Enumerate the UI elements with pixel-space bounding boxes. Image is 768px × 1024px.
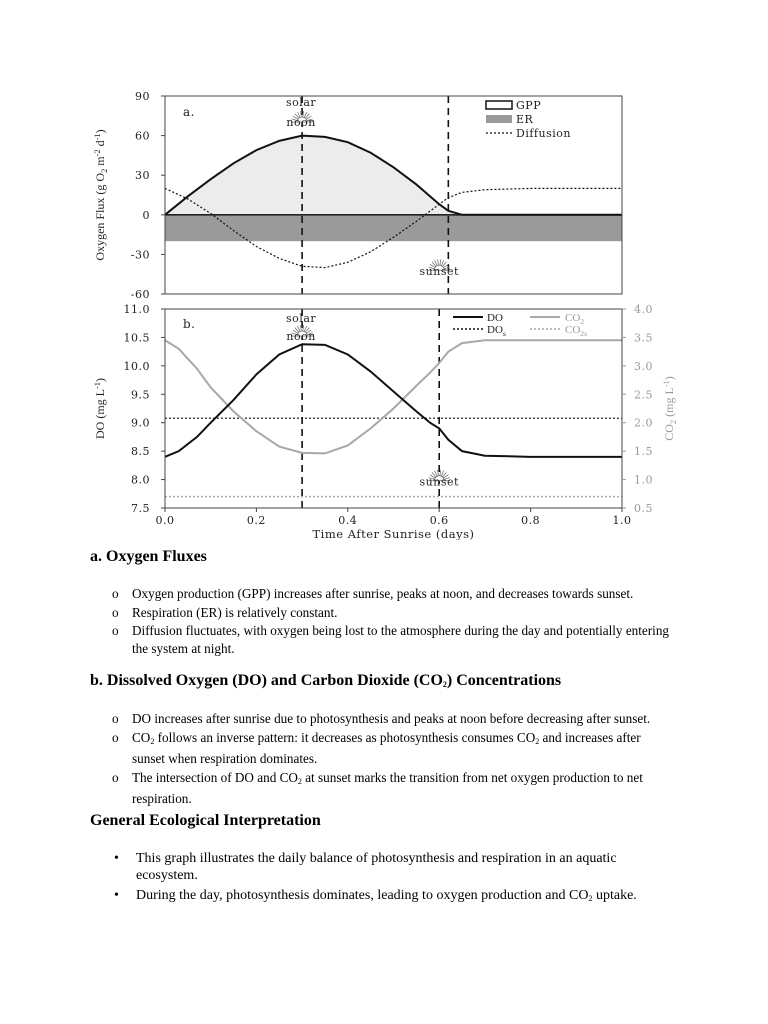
subscript: 2 [588, 894, 593, 903]
label-part: DO (mg L [93, 388, 107, 439]
heading-text: b. Dissolved Oxygen (DO) and Carbon Dioxide (CO [90, 672, 443, 689]
list-item-text: This graph illustrates the daily balance of photosynthesis and respiration in an aquatic ecosystem. [136, 851, 617, 883]
bullet-marker: • [114, 888, 119, 903]
label-part: DO [487, 324, 503, 336]
noon-label: noon [286, 116, 316, 129]
list-item-text: During the day, photosynthesis dominates, leading to oxygen production and CO [136, 888, 589, 903]
x-tick-label: 0.4 [338, 514, 358, 527]
x-tick-label: 0.0 [155, 514, 175, 527]
y-tick-label: 11.0 [123, 303, 150, 316]
label-part: 2 [100, 168, 109, 173]
bullet-marker: o [112, 769, 119, 785]
x-tick-label: 0.6 [429, 514, 449, 527]
y2-axis-label [662, 376, 678, 441]
list-item-text: uptake. [592, 888, 637, 903]
y2-tick-label: 1.0 [634, 473, 653, 487]
list-item-text: Respiration (ER) is relatively constant. [132, 604, 338, 620]
label-part: 2 [580, 317, 585, 326]
y-tick-label: 30 [135, 169, 150, 183]
panel-b [93, 303, 678, 540]
y2-tick-label: 1.5 [634, 445, 653, 459]
x-tick-label: 0.2 [246, 514, 266, 527]
y2-tick-label: 2.0 [634, 416, 653, 430]
list-item-text: at sunset marks the transition from net oxygen production to net respiration. [132, 769, 643, 806]
sunset-label: sunset [419, 265, 459, 279]
legend-label: GPP [516, 99, 542, 112]
panel-letter: a. [183, 105, 195, 119]
label-part: ) [662, 376, 676, 381]
legend-er-swatch [486, 115, 512, 123]
solar-label: solar [286, 312, 317, 325]
label-part: CO [565, 312, 581, 324]
solar-label: solar [286, 96, 317, 109]
label-part: -2 [93, 149, 102, 157]
list-item [112, 887, 672, 907]
x-axis-label: Time After Sunrise (days) [312, 527, 475, 540]
x-tick-label: 0.8 [521, 514, 541, 527]
bullet-marker: o [112, 623, 119, 638]
section-a-list [112, 585, 672, 658]
label-part: DO [487, 312, 503, 324]
y-tick-label: 60 [135, 129, 150, 143]
label-part: -1 [93, 133, 102, 141]
bullet-marker: • [114, 851, 119, 866]
list-item-text: and increases after sunset when respiration dominates. [132, 729, 641, 766]
x-tick-label: 1.0 [612, 514, 632, 527]
y-tick-label: 8.0 [131, 473, 150, 487]
label-part: CO [565, 324, 581, 336]
list-item-text: Oxygen production (GPP) increases after sunrise, peaks at noon, and decreases towards sunset. [132, 586, 634, 601]
label-part: Oxygen Flux (g O [93, 172, 107, 261]
y-axis-label [93, 129, 109, 260]
legend-label: ER [516, 113, 534, 126]
y-tick-label: 10.0 [123, 359, 150, 373]
y-tick-label: -60 [130, 288, 150, 301]
oxygen-co2-figure [90, 88, 680, 540]
subscript: 2 [535, 736, 540, 746]
y-tick-label: 7.5 [131, 502, 150, 515]
bullet-marker: o [112, 604, 119, 620]
list-item [112, 710, 672, 728]
list-item-text: The intersection of DO and CO [132, 769, 298, 785]
bullet-marker: o [112, 711, 119, 726]
label-part: 2s [580, 329, 588, 338]
bullet-marker: o [112, 729, 119, 745]
subscript: 2 [150, 736, 155, 746]
list-item-text: Diffusion fluctuates, with oxygen being lost to the atmosphere during the day and potentially entering the system at night. [132, 623, 670, 656]
y-tick-label: 90 [135, 90, 150, 103]
label-part: ) [93, 378, 107, 383]
heading-text: ) Concentrations [446, 672, 562, 689]
list-item [112, 769, 672, 808]
panel-letter: b. [183, 317, 196, 331]
list-item-text: CO [132, 729, 151, 745]
label-part: -1 [662, 380, 671, 388]
section-b-list [112, 710, 672, 809]
y-tick-label: 0 [142, 208, 150, 222]
label-part: ) [93, 129, 107, 134]
y-tick-label: 9.5 [131, 388, 150, 402]
subscript: 2 [297, 776, 302, 786]
list-item [112, 604, 672, 622]
y2-tick-label: 3.5 [634, 331, 653, 345]
bullet-marker: o [112, 586, 119, 601]
label-part: 2 [669, 419, 678, 425]
panel-a [93, 90, 622, 301]
label-part: (mg L [662, 387, 676, 420]
co2-line [165, 340, 622, 453]
section-c-list [112, 850, 672, 910]
y-tick-label: 9.0 [131, 416, 150, 430]
label-part: d [93, 140, 107, 150]
gpp-area [165, 136, 622, 215]
legend-label [487, 324, 506, 338]
list-item [112, 850, 672, 884]
label-part: CO [662, 424, 676, 441]
list-item [112, 585, 672, 603]
y-axis-label [93, 378, 107, 439]
list-item [112, 729, 672, 768]
section-b-heading [90, 672, 561, 690]
sunset-label: sunset [419, 475, 459, 489]
legend-label: Diffusion [516, 127, 571, 140]
legend-gpp-swatch [486, 101, 512, 109]
list-item-text: follows an inverse pattern: it decreases as photosynthesis consumes CO [154, 729, 536, 745]
y2-tick-label: 3.0 [634, 359, 653, 373]
list-item-text: DO increases after sunrise due to photosynthesis and peaks at noon before decreasing after sunset. [132, 711, 651, 726]
section-a-heading: a. Oxygen Fluxes [90, 548, 207, 565]
heading-subscript: 2 [442, 680, 447, 689]
legend-label [565, 324, 587, 338]
y2-tick-label: 0.5 [634, 502, 653, 515]
legend-label [487, 312, 503, 324]
y2-tick-label: 4.0 [634, 303, 653, 316]
label-part: s [502, 329, 506, 338]
figure-svg [90, 88, 680, 540]
label-part: -1 [93, 382, 102, 389]
y2-tick-label: 2.5 [634, 388, 653, 402]
noon-label: noon [286, 330, 316, 343]
list-item [112, 622, 672, 657]
label-part: m [93, 156, 107, 169]
do-line [165, 344, 622, 457]
y-tick-label: -30 [130, 248, 150, 262]
y-tick-label: 10.5 [123, 331, 150, 345]
y-tick-label: 8.5 [131, 445, 150, 459]
section-c-heading: General Ecological Interpretation [90, 812, 321, 829]
